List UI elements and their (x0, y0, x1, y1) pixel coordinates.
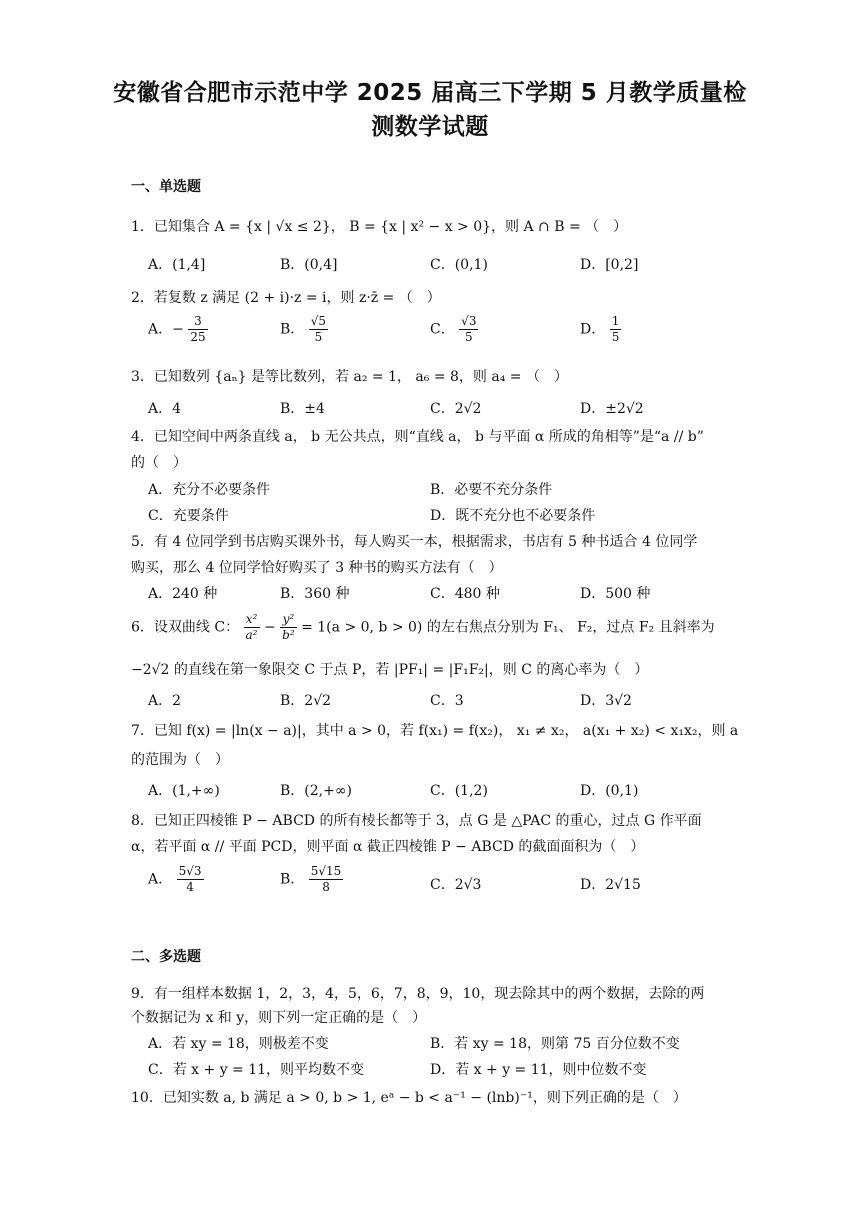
question-9-text-line2: 个数据记为 x 和 y，则下列一定正确的是（ ） (131, 1010, 427, 1026)
question-3-option-d: D．±2√2 (580, 401, 644, 417)
denominator: a² (245, 628, 258, 642)
fraction (188, 314, 207, 345)
question-9-text-line1: 9．有一组样本数据 1，2，3，4，5，6，7，8，9，10，现去除其中的两个数据，去除的两 (131, 986, 705, 1002)
question-2-text: 2．若复数 z 满足 (2 + i)·z = i，则 z·z̄ = （ ） (131, 290, 441, 306)
option-label: A． (148, 871, 173, 888)
question-7-text-line2: 的范围为（ ） (131, 752, 229, 768)
question-5-text-line1: 5．有 4 位同学到书店购买课外书，每人购买一本，根据需求，书店有 5 种书适合 4 位同学 (131, 534, 698, 550)
question-8-option-a (148, 864, 204, 895)
numerator: √3 (461, 314, 477, 328)
question-1-option-a: A．(1,4] (148, 257, 206, 273)
fraction (610, 314, 622, 345)
question-4-option-d: D．既不充分也不必要条件 (430, 508, 596, 524)
question-7-option-b: B．(2,+∞) (280, 783, 352, 799)
numerator: 5√3 (178, 864, 202, 878)
option-label: B． (280, 871, 305, 888)
question-8-option-d: D．2√15 (580, 877, 641, 893)
question-7-text-line1: 7．已知 f(x) = |ln(x − a)|，其中 a > 0，若 f(x₁) = f(x₂)， x₁ ≠ x₂， a(x₁ + x₂) < x₁x₂，则 a (131, 723, 739, 739)
denominator: 25 (190, 330, 206, 344)
numerator: 5√15 (310, 864, 342, 878)
question-3-option-b: B．±4 (280, 401, 325, 417)
question-10-text: 10．已知实数 a, b 满足 a > 0, b > 1, eᵃ − b < a⁻¹ − (lnb)⁻¹，则下列正确的是（ ） (131, 1090, 687, 1106)
minus-sign: − (172, 321, 184, 338)
numerator: 1 (611, 314, 620, 328)
denominator: 8 (322, 880, 330, 894)
fraction (177, 864, 204, 895)
section-heading-single-choice: 一、单选题 (131, 179, 201, 195)
question-6-option-b: B．2√2 (280, 693, 332, 709)
question-2-option-d (580, 314, 621, 345)
question-4-option-b: B．必要不充分条件 (430, 482, 553, 498)
section-heading-multiple-choice: 二、多选题 (131, 949, 201, 965)
question-4-option-c: C．充要条件 (148, 508, 229, 524)
question-9-option-a: A．若 xy = 18，则极差不变 (148, 1036, 329, 1052)
question-4-text-line1: 4．已知空间中两条直线 a， b 无公共点，则“直线 a， b 与平面 α 所成的角相等”是“a // b” (131, 429, 704, 445)
numerator: y² (280, 612, 297, 628)
numerator: √5 (310, 314, 327, 328)
fraction (309, 314, 328, 345)
option-label: D． (580, 321, 606, 338)
question-9-option-b: B．若 xy = 18，则第 75 百分位数不变 (430, 1036, 680, 1052)
fraction-y2-b2 (280, 612, 297, 643)
question-4-option-a: A．充分不必要条件 (148, 482, 271, 498)
page-title-line2: 测数学试题 (371, 114, 489, 140)
question-5-option-b: B．360 种 (280, 586, 350, 602)
question-7-option-d: D．(0,1) (580, 783, 639, 799)
question-2-option-b (280, 314, 328, 345)
denominator: 5 (611, 330, 620, 344)
fraction (309, 864, 344, 895)
question-5-option-d: D．500 种 (580, 586, 651, 602)
question-3-text: 3．已知数列 {aₙ} 是等比数列，若 a₂ = 1， a₆ = 8，则 a₄ = （ ） (131, 369, 568, 385)
question-9-option-c: C．若 x + y = 11，则平均数不变 (148, 1062, 365, 1078)
question-6-option-a: A．2 (148, 693, 182, 709)
question-8-option-b (280, 864, 343, 895)
denominator: 4 (186, 880, 194, 894)
question-2-option-a (148, 314, 208, 345)
question-5-text-line2: 购买，那么 4 位同学恰好购买了 3 种书的购买方法有（ ） (131, 560, 503, 576)
option-label: A． (148, 321, 173, 338)
question-1-option-d: D．[0,2] (580, 257, 639, 273)
question-4-text-line2: 的（ ） (131, 455, 187, 471)
denominator: 5 (464, 330, 473, 344)
option-label: C． (430, 321, 455, 338)
question-1-option-c: C．(0,1) (430, 257, 488, 273)
question-8-option-c: C．2√3 (430, 877, 482, 893)
question-6-option-d: D．3√2 (580, 693, 632, 709)
question-6-text-line2: −2√2 的直线在第一象限交 C 于点 P，若 |PF₁| = |F₁F₂|，则 C 的离心率为（ ） (131, 662, 649, 678)
question-8-text-line2: α，若平面 α // 平面 PCD，则平面 α 截正四棱锥 P − ABCD 的截面面积为（ ） (131, 839, 645, 855)
question-1-text: 1．已知集合 A = {x | √x ≤ 2}， B = {x | x² − x > 0}，则 A ∩ B = （ ） (131, 219, 628, 235)
question-2-option-c (430, 314, 478, 345)
option-label: B． (280, 321, 305, 338)
question-7-option-c: C．(1,2) (430, 783, 488, 799)
question-6-prefix: 6．设双曲线 C： (131, 619, 240, 636)
question-3-option-c: C．2√2 (430, 401, 482, 417)
question-8-text-line1: 8．已知正四棱锥 P − ABCD 的所有棱长都等于 3，点 G 是 △PAC 的重心，过点 G 作平面 (131, 813, 702, 829)
question-7-option-a: A．(1,+∞) (148, 783, 220, 799)
question-1-option-b: B．(0,4] (280, 257, 338, 273)
question-6-equation-rest: = 1(a > 0, b > 0) 的左右焦点分别为 F₁、 F₂，过点 F₂ 且斜率为 (301, 619, 715, 636)
minus-sign: − (263, 619, 276, 636)
question-6-option-c: C．3 (430, 693, 464, 709)
denominator: b² (282, 628, 295, 642)
question-6-text-line1 (131, 612, 715, 643)
numerator: 3 (188, 314, 207, 330)
denominator: 5 (314, 330, 323, 344)
question-5-option-a: A．240 种 (148, 586, 218, 602)
numerator: x² (244, 612, 260, 628)
fraction (459, 314, 478, 345)
question-5-option-c: C．480 种 (430, 586, 500, 602)
question-9-option-d: D．若 x + y = 11，则中位数不变 (430, 1062, 647, 1078)
page-title-line1: 安徽省合肥市示范中学 2025 届高三下学期 5 月教学质量检 (113, 80, 747, 106)
question-3-option-a: A．4 (148, 401, 182, 417)
fraction-x2-a2 (244, 612, 260, 643)
